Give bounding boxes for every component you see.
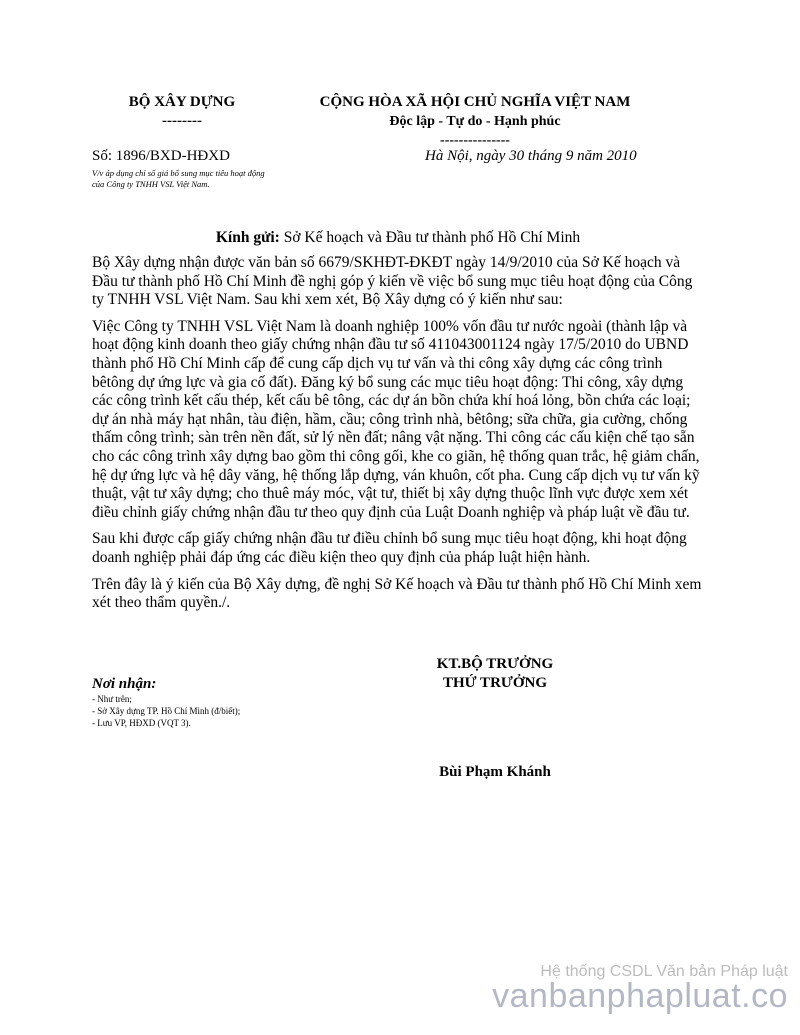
ministry-rule: -------- <box>162 113 202 129</box>
recipient-line <box>92 229 704 247</box>
distribution-item: - Sở Xây dựng TP. Hồ Chí Minh (đ/biết); <box>92 706 241 716</box>
document-subject: V/v áp dụng chỉ số giá bổ sung mục tiêu hoạt động của Công ty TNHH VSL Việt Nam. <box>92 168 265 189</box>
signature-title-2: THỨ TRƯỞNG <box>442 675 548 691</box>
signer-name: Bùi Phạm Khánh <box>439 764 551 780</box>
signature-title-1: KT.BỘ TRƯỞNG <box>436 656 554 672</box>
motto-rule: --------------- <box>440 133 510 148</box>
body-paragraph-3: Sau khi được cấp giấy chứng nhận đầu tư điều chỉnh bổ sung mục tiêu hoạt động, khi hoạt động doanh nghiệp phải đáp ứng các điều kiện theo quy định của pháp luật hiện hành. <box>92 530 687 566</box>
watermark-caption: Hệ thống CSDL Văn bản Pháp luật <box>540 963 788 980</box>
recipient-label: Kính gửi: <box>215 229 280 246</box>
country-name: CỘNG HÒA XÃ HỘI CHỦ NGHĨA VIỆT NAM <box>319 94 631 110</box>
ministry-name: BỘ XÂY DỰNG <box>128 94 236 110</box>
document-number: Số: 1896/BXD-HĐXD <box>92 148 230 164</box>
distribution-list <box>92 676 342 729</box>
document-body <box>92 254 704 621</box>
recipient-value: Sở Kế hoạch và Đầu tư thành phố Hồ Chí Minh <box>279 229 581 246</box>
body-paragraph-4: Trên đây là ý kiến của Bộ Xây dựng, đề nghị Sở Kế hoạch và Đầu tư thành phố Hồ Chí Minh xem xét theo thẩm quyền./. <box>92 575 702 612</box>
distribution-item: - Lưu VP, HĐXD (VQT 3). <box>92 718 191 728</box>
watermark-site: vanbanphapluat.co <box>492 977 788 1015</box>
signature-block <box>395 655 595 693</box>
issuing-authority <box>92 93 272 131</box>
body-paragraph-2: Việc Công ty TNHH VSL Việt Nam là doanh nghiệp 100% vốn đầu tư nước ngoài (thành lập và hoạt động kinh doanh theo giấy chứng nhận đầu tư số 411043001124 ngày 17/5/2010 do UBND thành phố Hồ Chí Minh cấp để cung cấp dịch vụ tư vấn và thi công xây dựng các công trình bêtông dự ứng lực và gia cố đất). Đăng ký bổ sung các mục tiêu hoạt động: Thi công, xây dựng các công trình kết cấu thép, kết cấu bê tông, các dự án bồn chứa khí hoá lỏng, bồn chứa các loại; dự án nhà máy hạt nhân, tàu điện, hầm, cầu; công trình nhà, bêtông; sữa chữa, gia cường, chống thấm công trình; sàn trên nền đất, sử lý nền đất; nâng vật nặng. Thi công các cấu kiện chế tạo sẵn cho các công trình xây dựng bao gồm thi công gối, khe co giãn, hệ thống quan trắc, hệ giảm chấn, hệ dự ứng lực và hệ dây văng, hệ thống lắp dựng, ván khuôn, cốt pha. Cung cấp dịch vụ tư vấn kỹ thuật, vật tư xây dựng; cho thuê máy móc, vật tư, thiết bị xây dựng thuộc lĩnh vực được xem xét điều chỉnh giấy chứng nhận đầu tư theo quy định của Luật Doanh nghiệp và pháp luật về đầu tư. <box>92 317 700 521</box>
motto: Độc lập - Tự do - Hạnh phúc <box>389 114 561 129</box>
distribution-item: - Như trên; <box>92 694 132 704</box>
distribution-items <box>92 693 342 729</box>
document-date: Hà Nội, ngày 30 tháng 9 năm 2010 <box>425 148 637 164</box>
body-paragraph-1: Bộ Xây dựng nhận được văn bản số 6679/SKHĐT-ĐKĐT ngày 14/9/2010 của Sở Kế hoạch và Đầu tư thành phố Hồ Chí Minh đề nghị góp ý kiến về việc bổ sung mục tiêu hoạt động của Công ty TNHH VSL Việt Nam. Sau khi xem xét, Bộ Xây dựng có ý kiến như sau: <box>92 254 693 309</box>
distribution-title: Nơi nhận: <box>92 676 157 692</box>
national-header <box>285 93 665 150</box>
